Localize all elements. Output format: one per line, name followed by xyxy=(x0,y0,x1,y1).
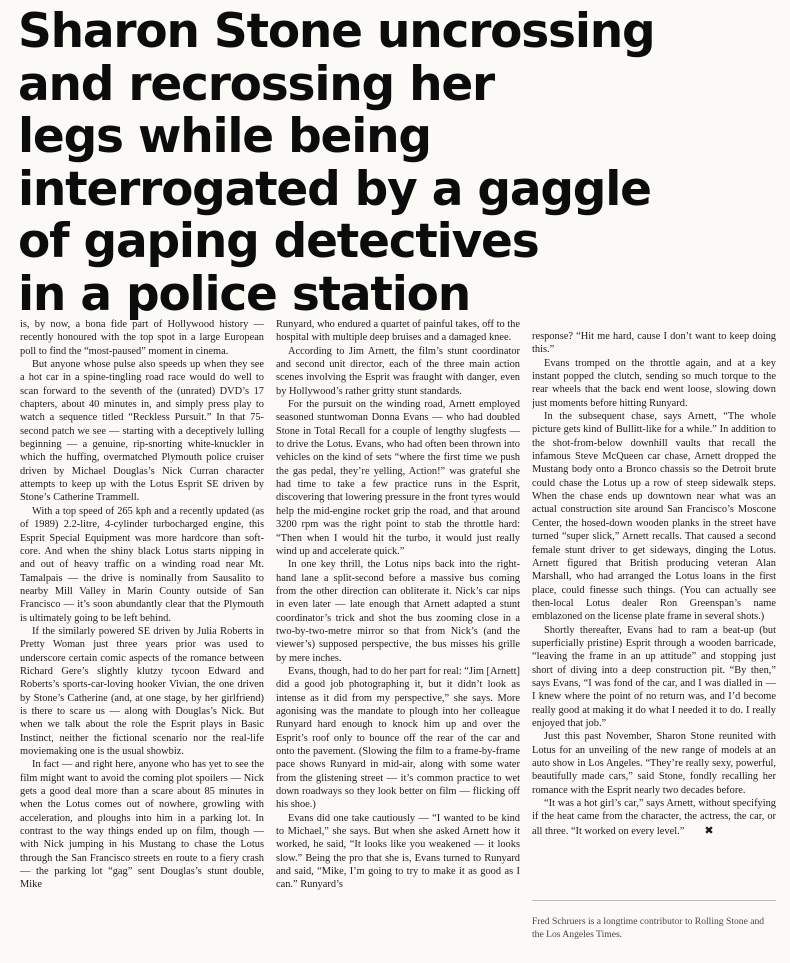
article-column-2 xyxy=(276,318,520,958)
paragraph: Evans did one take cautiously — “I wanted to be kind to Michael,” she says. But when she asked Arnett how it worked, he said, “It looks like you weakened — it looks slow.” Being the pro that she is, Evans turned to Runyard and said, “Mike, I’m going to try to make it as good as I can.” Runyard’s xyxy=(276,812,520,891)
author-bio: Fred Schruers is a longtime contributor to Rolling Stone and the Los Angeles Times. xyxy=(532,916,765,940)
paragraph: If the similarly powered SE driven by Julia Roberts in Pretty Woman just three years prior was used to underscore certain comic aspects of the romance between Richard Gere’s slightly klutzy tycoon Edward and Roberts’s sports-car-loving hooker Vivian, the one driven by Stone’s Catherine (and, at one stage, by her girlfriend) is there to scare us — along with Douglas’s Nick. But when we talk about the role the Esprit plays in Basic Instinct, neither the fictional scenario nor the real-life moviemaking one is the usual showbiz. xyxy=(20,625,264,757)
paragraph-text: “It was a hot girl’s car,” says Arnett, without specifying if the heat came from the character, the actress, the car, or all three. “It worked on every level.” xyxy=(532,798,776,837)
paragraph-final xyxy=(532,797,776,838)
paragraph: response? “Hit me hard, cause I don’t want to keep doing this.” xyxy=(532,331,776,356)
paragraph: Shortly thereafter, Evans had to ram a beat-up (but superficially pristine) Esprit through a wooden barricade, “leaving the frame in an up attitude” and stopping just short of diving into a deep construction pit. “By then,” says Evans, “I was fond of the car, and I was dialled in — I knew where the point of no return was, and I’d become really good at making it do what I needed it to do. I really enjoyed that job.” xyxy=(532,624,776,729)
bio-divider xyxy=(532,900,776,901)
paragraph: In the subsequent chase, says Arnett, “The whole picture gets kind of Bullitt-like for a while.” In addition to the shot-from-below downhill vaults that recall the infamous Steve McQueen car chase, Arnett dropped the Mustang body onto a Bronco chassis so the Detroit brute could chase the Lotus up a row of steep sidewalk steps. When the chase ends up downtown near what was an actual construction site around San Francisco’s Moscone Center, the hosed-down wooden planks in the street have turned “super slick,” Arnett recalls. That caused a second female stunt driver to get sideways, dinging the Lotus. Arnett figured that British producing veteran Alan Marshall, who had arranged the Lotus loans in the first place, could finesse such things. (You can actually see then-local Lotus dealer Ron Greenspan’s name emblazoned on the license plate frame in several shots.) xyxy=(532,411,776,623)
end-of-article-icon: ✖ xyxy=(704,823,714,837)
paragraph: With a top speed of 265 kph and a recently updated (as of 1989) 2.2-litre, 4-cylinder turbocharged engine, this Esprit Special Equipment was more hardcore than soft-core. And when the shiny black Lotus starts nipping in and out of heavy traffic on a winding road near Mt. Tamalpais — the drive is nominally from Sausalito to nearby Mill Valley in Marin County outside of San Francisco — it’s soon abundantly clear that the Plymouth is ultimately going to be left behind. xyxy=(20,505,264,624)
paragraph: Evans tromped on the throttle again, and at a key instant popped the clutch, sending so much torque to the rear wheels that the back end went loose, slowing down just moments before hitting Runyard. xyxy=(532,357,776,409)
paragraph: In one key thrill, the Lotus nips back into the right-hand lane a split-second before a massive bus coming from the other direction can obliterate it. Nick’s car nips in even later — late enough that Arnett adapted a stunt coordinator’s trick and shot the bus zooming close in a two-by-two-metre mirror so that from Nick’s (and the viewer’s) supposed perspective, the bus misses his grille by mere inches. xyxy=(276,559,520,664)
article-column-3 xyxy=(532,330,776,895)
paragraph: For the pursuit on the winding road, Arnett employed seasoned stuntwoman Donna Evans — who had doubled Stone in Total Recall for a couple of lengthy slugfests — to drive the Lotus. Evans, who had often been thrown into vehicles on the kind of sets “where the first time we push the gas pedal, they’re yelling, Action!” was grateful she had time to take a few practice runs in the Esprit, discovering that lowering pressure in the front tyres would help the mid-engine rocket grip the road, and that around 3200 rpm was the right point to stab the throttle hard: “Then when I would hit the turbo, it would just really wind up and accelerate quick.” xyxy=(276,399,520,557)
headline-line: and recrossing her xyxy=(18,56,495,112)
paragraph: is, by now, a bona fide part of Hollywood history — recently honoured with the top spot in a large European poll to find the “most-paused” moment in cinema. xyxy=(20,319,264,357)
paragraph: Just this past November, Sharon Stone reunited with Lotus for an unveiling of the new range of models at an auto show in Los Angeles. “They’re really sexy, powerful, beautifully made cars,” said Stone, fondly recalling her romance with the Esprit nearly two decades before. xyxy=(532,731,776,796)
article-column-1 xyxy=(20,318,264,958)
headline-line: in a police station xyxy=(18,266,470,322)
headline-line: legs while being xyxy=(18,109,431,164)
headline-line: of gaping detectives xyxy=(18,214,539,269)
paragraph: But anyone whose pulse also speeds up when they see a hot car in a spine-tingling road race would do well to scan forward to the seventh of the (unrated) DVD’s 17 chapters, about 40 minutes in, and simply press play to watch a sequence titled “Reckless Pursuit.” In that 75-second patch we see — starting with a deceptively lulling beginning — a genuine, rip-snorting white-knuckler in which the huffing, overmatched Plymouth police cruiser driven by Michael Douglas’s Nick Curran character attempts to keep up with the Lotus Esprit SE driven by Stone’s Catherine Trammell. xyxy=(20,359,264,504)
paragraph: Runyard, who endured a quartet of painful takes, off to the hospital with multiple deep bruises and a damaged knee. xyxy=(276,319,520,344)
headline-line: Sharon Stone uncrossing xyxy=(18,4,655,59)
headline xyxy=(18,6,758,321)
paragraph: In fact — and right here, anyone who has yet to see the film might want to avoid the coming plot spoilers — Nick gets a good deal more than a scare about 85 minutes in when the Lotus comes out of nowhere, growling with acceleration, and ploughs into him in a parking lot. In contrast to the way things ended up on film, though — with Nick jumping in his Mustang to chase the Lotus through the San Francisco streets en route to a fiery crash — the parking lot “gag” sent Douglas’s stunt double, Mike xyxy=(20,759,264,891)
paragraph: Evans, though, had to do her part for real: “Jim [Arnett] did a good job photographing it, but it didn’t look as intense as it did from my perspective,” she says. More agonising was the mandate to plough into her colleague Runyard hard enough to knock him up and over the Esprit’s roof only to bounce off the rear of the car and onto the pavement. (Slowing the film to a frame-by-frame pace shows Runyard in mid-air, along with some water from the glistening street — it’s common practice to wet down roadways so they look better on film — flicking off his shoe.) xyxy=(276,665,520,811)
paragraph: According to Jim Arnett, the film’s stunt coordinator and second unit director, each of the three main action scenes involving the Esprit was fraught with danger, even by Hollywood’s rather gritty stunt standards. xyxy=(276,345,520,397)
headline-line: interrogated by a gaggle xyxy=(18,161,651,217)
